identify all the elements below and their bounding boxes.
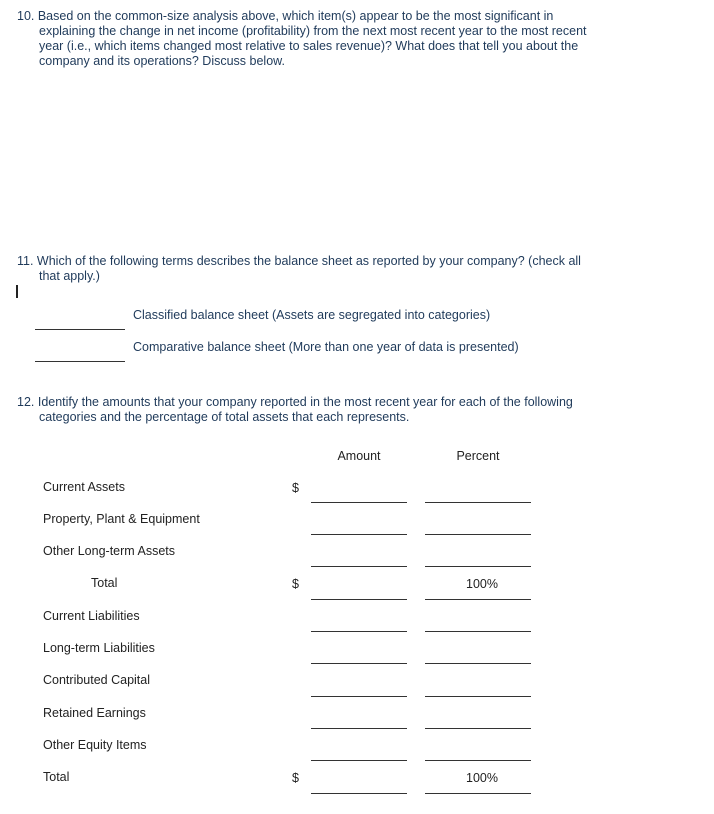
amount-input-total-liabilities-equity[interactable] [311,793,407,794]
question-12-line: 12. Identify the amounts that your company reported in the most recent year for each of the following [17,395,573,409]
dollar-sign: $ [292,481,299,495]
question-10-line: 10. Based on the common-size analysis above, which item(s) appear to be the most significant in [17,9,554,23]
row-label-current-liabilities: Current Liabilities [43,609,140,623]
question-10-line: company and its operations? Discuss below. [39,54,285,68]
dollar-sign: $ [292,577,299,591]
question-11 [17,254,581,284]
amount-input-other-lt-assets[interactable] [311,566,407,567]
percent-input-current-liabilities[interactable] [425,631,531,632]
row-label-contributed-capital: Contributed Capital [43,673,151,687]
question-10-line: year (i.e., which items changed most relative to sales revenue)? What does that tell you about the [39,39,579,53]
checkbox-blank-comparative[interactable] [35,361,125,362]
percent-value-total-liabilities-equity: 100% [466,771,498,785]
option-classified-label: Classified balance sheet (Assets are segregated into categories) [133,308,491,322]
text-cursor [16,285,18,298]
amount-header: Amount [337,449,381,463]
percent-input-other-equity[interactable] [425,760,531,761]
percent-input-current-assets[interactable] [425,502,531,503]
row-label-lt-liabilities: Long-term Liabilities [43,641,155,655]
percent-input-ppe[interactable] [425,534,531,535]
amount-input-retained-earnings[interactable] [311,728,407,729]
amount-input-total-assets[interactable] [311,599,407,600]
amount-input-ppe[interactable] [311,534,407,535]
percent-input-other-lt-assets[interactable] [425,566,531,567]
percent-input-contributed-capital[interactable] [425,696,531,697]
row-label-total-liabilities-equity: Total [43,770,70,784]
question-12-line: categories and the percentage of total assets that each represents. [39,410,410,424]
row-label-retained-earnings: Retained Earnings [43,706,146,720]
dollar-sign: $ [292,771,299,785]
question-12 [17,395,573,425]
checkbox-blank-classified[interactable] [35,329,125,330]
row-label-other-equity: Other Equity Items [43,738,147,752]
amount-input-lt-liabilities[interactable] [311,663,407,664]
question-11-line: that apply.) [39,269,100,283]
percent-header: Percent [456,449,500,463]
row-label-current-assets: Current Assets [43,480,125,494]
percent-input-total-assets[interactable] [425,599,531,600]
question-10 [17,9,587,69]
option-comparative-label: Comparative balance sheet (More than one year of data is presented) [133,340,519,354]
answer-area-10[interactable] [17,78,697,243]
question-10-line: explaining the change in net income (profitability) from the next most recent year to the most recent [39,24,587,38]
amount-input-current-assets[interactable] [311,502,407,503]
amount-input-current-liabilities[interactable] [311,631,407,632]
amount-input-contributed-capital[interactable] [311,696,407,697]
percent-input-retained-earnings[interactable] [425,728,531,729]
row-label-total-assets: Total [91,576,118,590]
row-label-other-lt-assets: Other Long-term Assets [43,544,176,558]
row-label-ppe: Property, Plant & Equipment [43,512,200,526]
percent-input-lt-liabilities[interactable] [425,663,531,664]
amount-input-other-equity[interactable] [311,760,407,761]
percent-input-total-liabilities-equity[interactable] [425,793,531,794]
percent-value-total-assets: 100% [466,577,498,591]
question-11-line: 11. Which of the following terms describes the balance sheet as reported by your company? (check all [17,254,581,268]
